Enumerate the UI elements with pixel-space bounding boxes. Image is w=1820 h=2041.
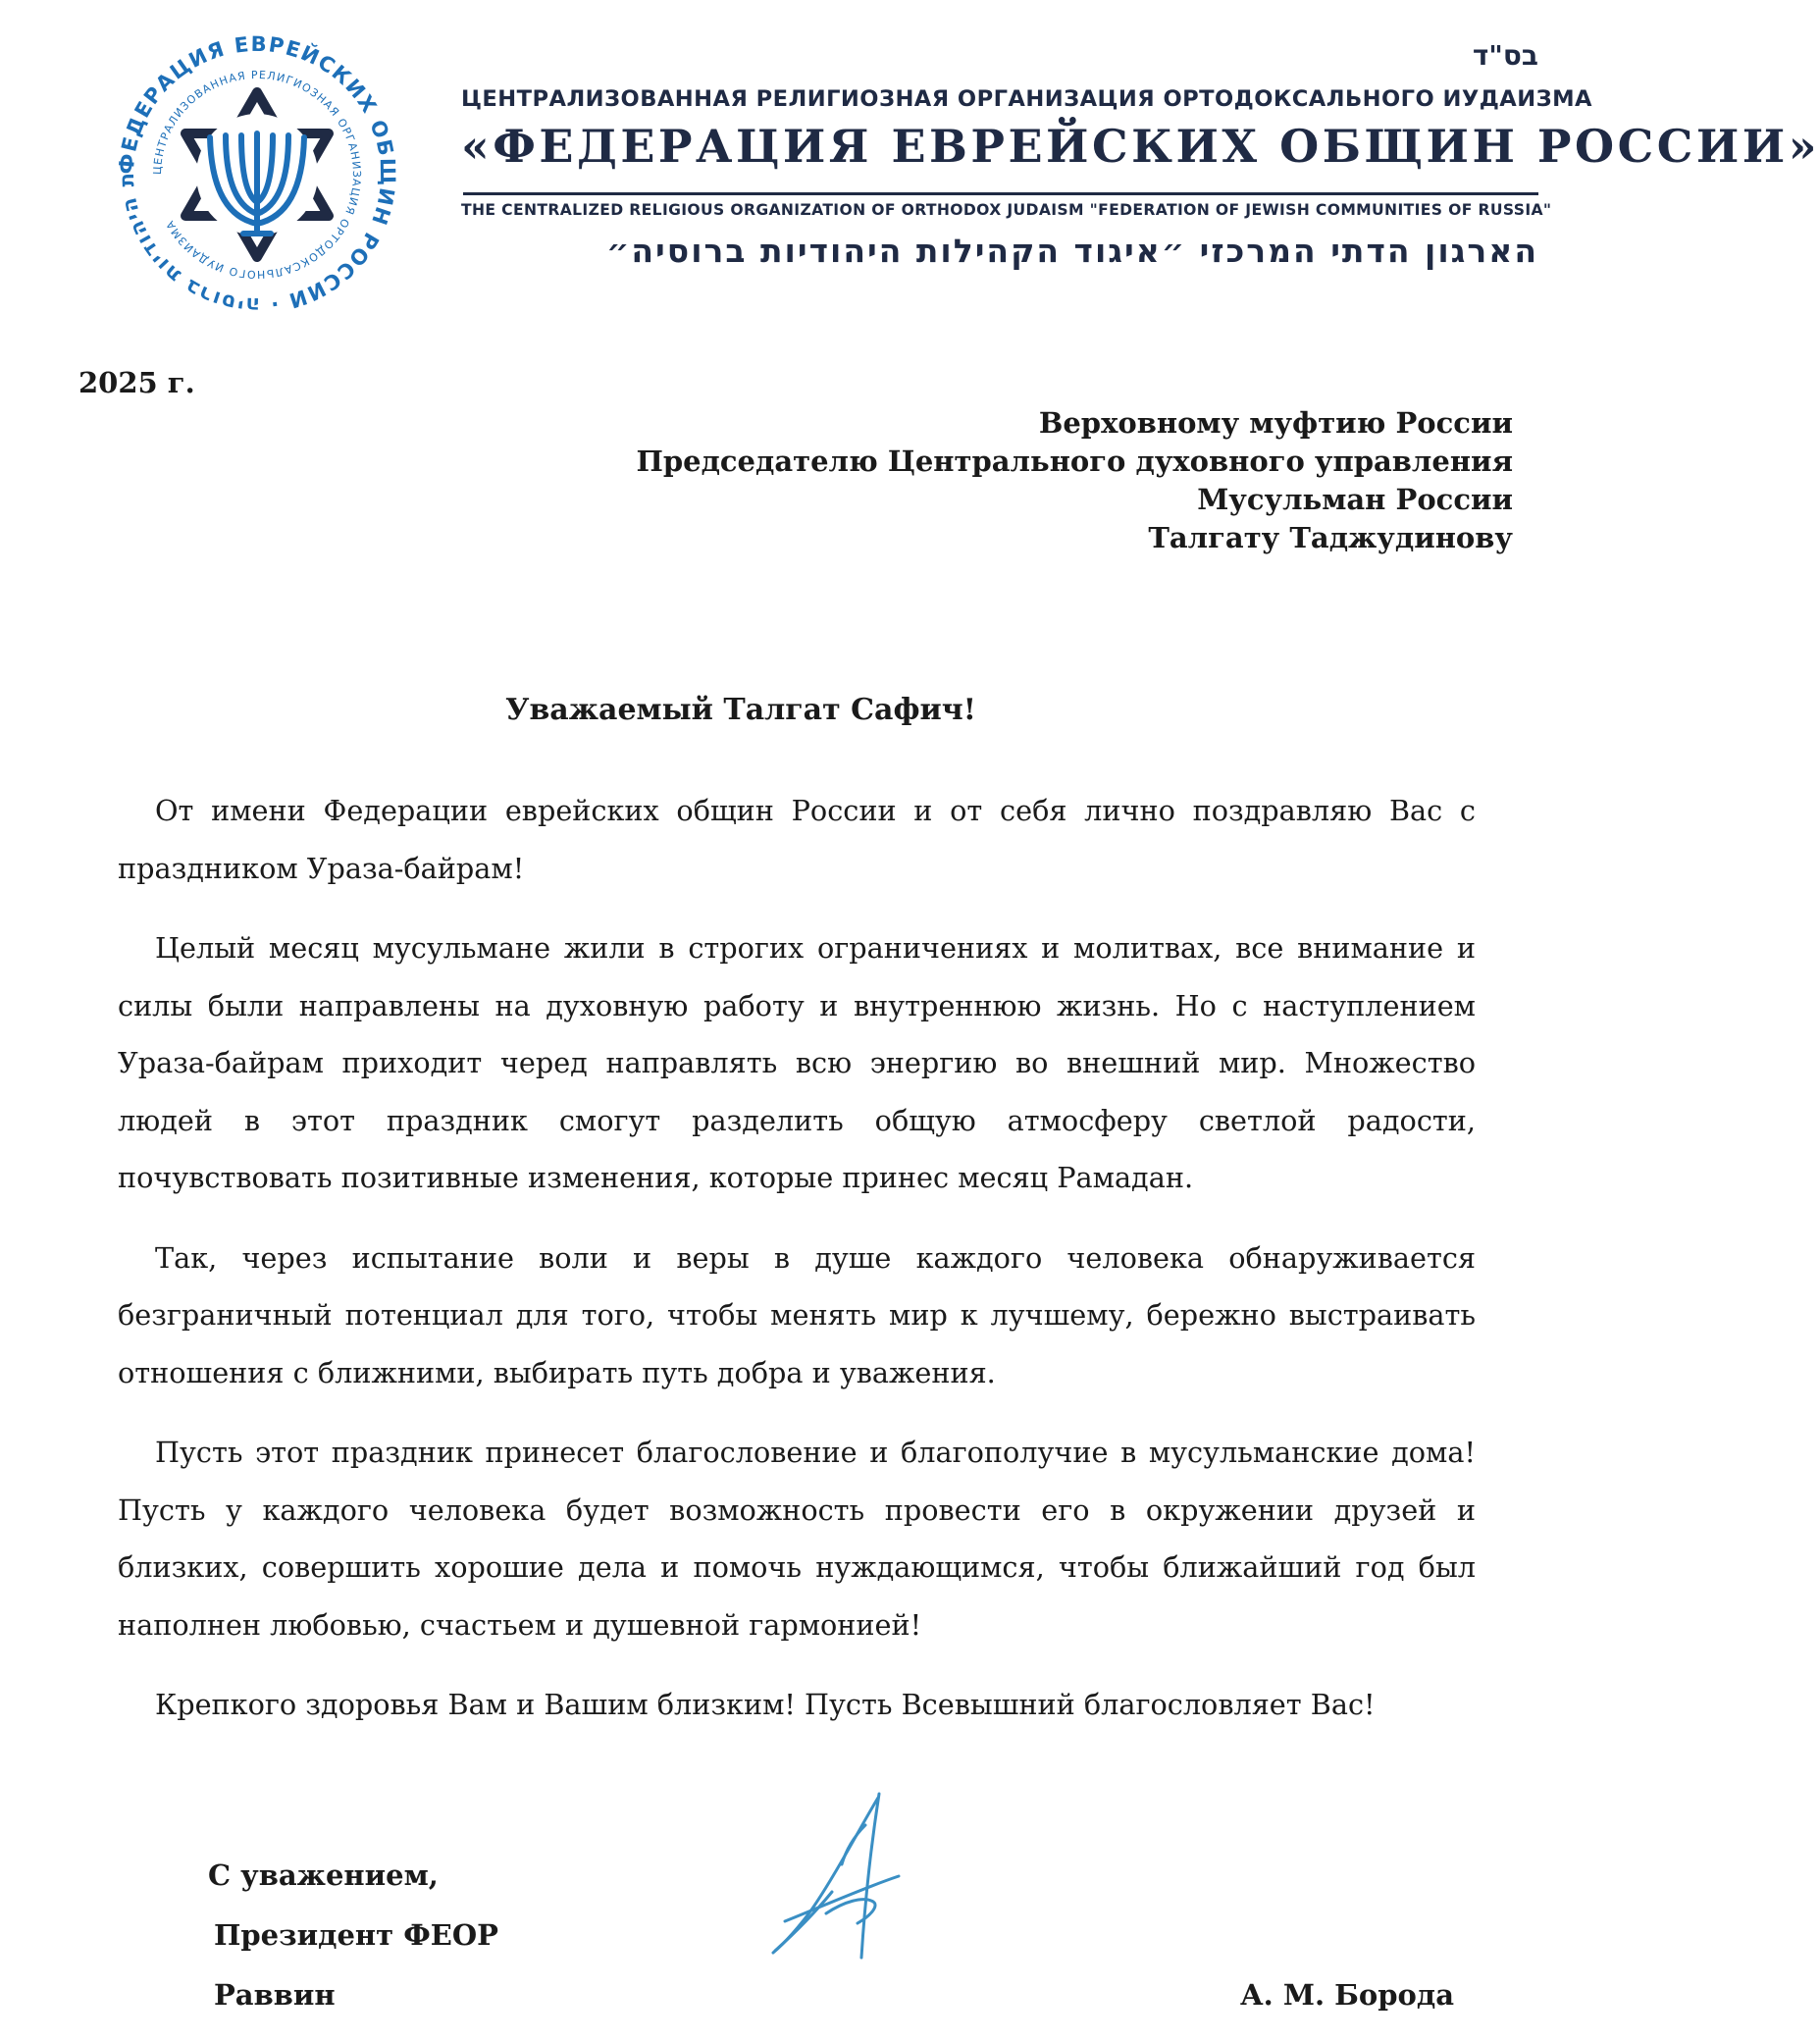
closing-phrase: С уважением, [208, 1858, 439, 1892]
signer-rank: Раввин [214, 1978, 336, 2012]
org-name-en: THE CENTRALIZED RELIGIOUS ORGANIZATION OF ORTHODOX JUDAISM "FEDERATION OF JEWISH COMMUNITIES OF RUSSIA" [461, 201, 1552, 219]
salutation: Уважаемый Талгат Сафич! [505, 693, 976, 727]
logo-ring-inner-text: ЦЕНТРАЛИЗОВАННАЯ РЕЛИГИОЗНАЯ ОРГАНИЗАЦИЯ ОРТОДОКСАЛЬНОГО ИУДАИЗМА [150, 68, 364, 282]
signer-title: Президент ФЕОР [214, 1918, 498, 1952]
body-paragraph: От имени Федерации еврейских общин России и от себя лично поздравляю Вас с праздником Ураза-байрам! [118, 794, 1476, 885]
recipient-line: Председателю Центрального духовного управления [636, 445, 1513, 478]
letterhead-divider [463, 192, 1538, 195]
recipient-line: Верховному муфтию России [1038, 406, 1513, 440]
letter-body [118, 782, 1476, 1756]
body-paragraph: Пусть этот праздник принесет благословение и благополучие в мусульманские дома! Пусть у каждого человека будет возможность провести его в окружении друзей и близких, совершить хорошие дела и помочь нуждающимся, чтобы ближайший год был наполнен любовью, счастьем и душевной гармонией! [118, 1436, 1476, 1642]
body-paragraph: Целый месяц мусульмане жили в строгих ограничениях и молитвах, все внимание и силы были направлены на духовную работу и внутреннюю жизнь. Но с наступлением Ураза-байрам приходит черед направлять всю энергию во внешний мир. Множество людей в этот праздник смогут разделить общую атмосферу светлой радости, почувствовать позитивные изменения, которые принес месяц Рамадан. [118, 931, 1476, 1194]
recipient-block [549, 404, 1513, 557]
org-name-he: הארגון הדתי המרכזי ״איגוד הקהילות היהודיות ברוסיה״ [605, 232, 1538, 270]
body-paragraph: Крепкого здоровья Вам и Вашим близким! Пусть Всевышний благословляет Вас! [155, 1688, 1376, 1721]
body-paragraph: Так, через испытание воли и веры в душе каждого человека обнаруживается безграничный потенциал для того, чтобы менять мир к лучшему, бережно выстраивать отношения с ближними, выбирать путь добра и уважения. [118, 1240, 1476, 1389]
handwritten-signature [755, 1786, 912, 1972]
letter-date: 2025 г. [78, 366, 195, 399]
org-name-ru-title: «ФЕДЕРАЦИЯ ЕВРЕЙСКИХ ОБЩИН РОССИИ» [461, 120, 1820, 173]
org-name-ru-subtitle: ЦЕНТРАЛИЗОВАННАЯ РЕЛИГИОЗНАЯ ОРГАНИЗАЦИЯ ОРТОДОКСАЛЬНОГО ИУДАИЗМА [461, 86, 1592, 112]
recipient-line: Мусульман России [1197, 483, 1513, 516]
logo-ring-outer-text: ФЕДЕРАЦИЯ ЕВРЕЙСКИХ ОБЩИН РОССИИ · ת היהודיות ברוסיה [114, 31, 400, 318]
bsd-mark: בס"ד [1472, 39, 1538, 72]
signer-name: А. М. Борода [1240, 1978, 1454, 2012]
federation-logo [110, 27, 404, 322]
recipient-line: Талгату Таджудинову [1148, 521, 1513, 554]
